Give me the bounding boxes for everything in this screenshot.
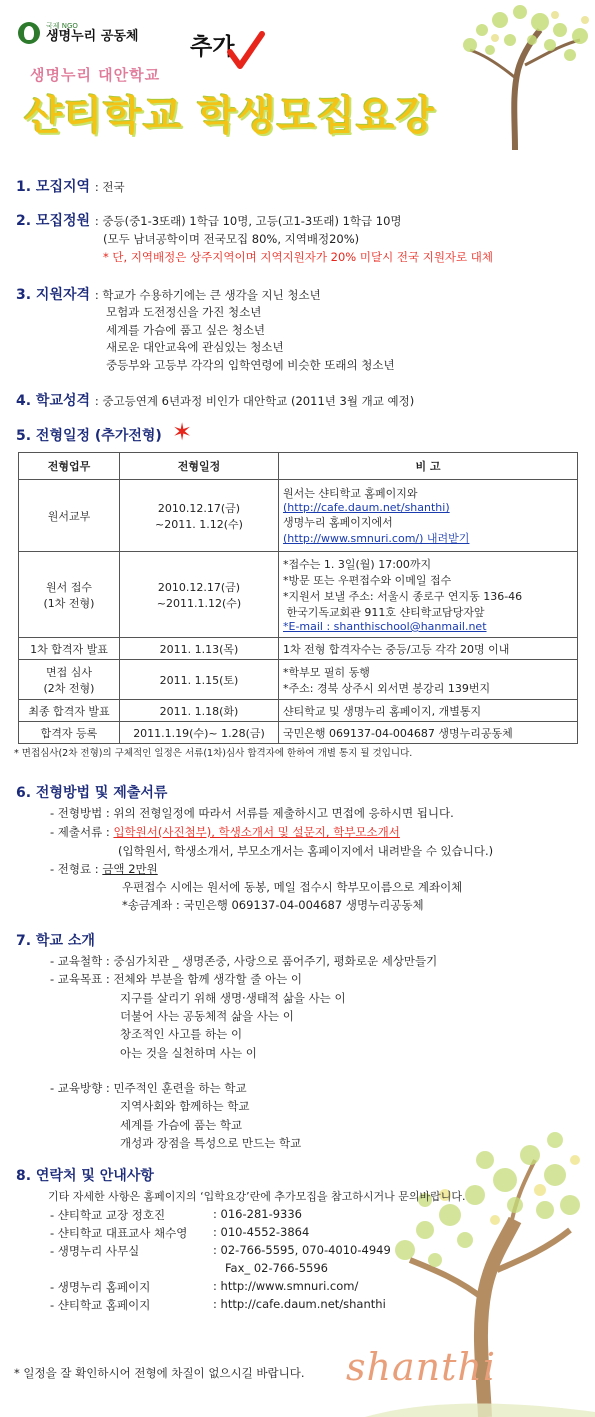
email-link[interactable]: *E-mail : shanthischool@hanmail.net [283,620,487,633]
table-cell-date: 2011. 1.18(화) [120,700,279,722]
section-3-heading [16,284,321,304]
table-header: 비 고 [279,453,578,480]
fee-detail: 우편접수 시에는 원서에 동봉, 메일 접수시 학부모이름으로 계좌이체 [122,880,463,894]
goal-item: 지구를 살리기 위해 생명·생태적 삶을 사는 이 [120,991,346,1005]
direction-item: 지역사회와 함께하는 학교 [120,1099,250,1113]
section-3-line: 모험과 도전정신을 가진 청소년 [106,305,262,319]
docs-line [50,824,400,840]
table-cell-note [279,552,578,638]
section-1-label: 1. 모집지역 [16,179,91,195]
section-3-line: 새로운 대안교육에 관심있는 청소년 [106,340,284,354]
goal-item: 창조적인 사고를 하는 이 [120,1027,243,1041]
note-line: 한국기독교회관 911호 샨티학교담당자앞 [283,606,485,619]
logo-tree-icon [18,22,40,44]
note-line: *학부모 필히 동행 [283,665,370,679]
table-cell-note [279,660,578,700]
direction-item: 민주적인 훈련을 하는 학교 [113,1081,247,1095]
section-3-label: 3. 지원자격 [16,287,91,303]
direction-item: 세계를 가슴에 품는 학교 [120,1118,243,1132]
section-2-line: : 중등(중1-3또래) 1학급 10명, 고등(고1-3또래) 1학급 10명 [94,214,402,228]
goals-label: - 교육목표 : [50,972,110,986]
docs-label: - 제출서류 : [50,825,110,839]
section-4-heading [16,390,414,410]
contact-value: Fax_ 02-766-5596 [225,1261,328,1275]
schedule-table [18,452,578,744]
section-4-value: : 중고등연계 6년과정 비인가 대안학교 (2011년 3월 개교 예정) [94,394,415,408]
shanthi-signature: shanthi [346,1345,497,1389]
note-line: 생명누리 홈페이지에서 [283,516,393,529]
note-line: *방문 또는 우편접수와 이메일 접수 [283,574,452,587]
table-cell-note: 1차 전형 합격자수는 중등/고등 각각 20명 이내 [279,638,578,660]
contact-name: - 생명누리 사무실 [50,1244,140,1258]
note-line: *접수는 1. 3일(월) 17:00까지 [283,558,432,571]
note-line: *지원서 보낼 주소: 서울시 종로구 연지동 136-46 [283,590,523,603]
section-1-value: : 전국 [94,180,125,194]
section-8-heading: 8. 연락처 및 안내사항 [16,1168,154,1184]
table-cell-task: 면접 심사 (2차 전형) [19,660,120,700]
fee-label: - 전형료 : [50,862,99,876]
table-row [19,480,578,552]
table-cell-date: 2011. 1.13(목) [120,638,279,660]
section-3-line: : 학교가 수용하기에는 큰 생각을 지닌 청소년 [94,288,321,302]
section-2-line: (모두 남녀공학이며 전국모집 80%, 지역배정20%) [103,232,360,246]
table-header: 전형업무 [19,453,120,480]
contact-name: - 샨티학교 교장 정호진 [50,1208,166,1222]
note-line: 원서는 샨티학교 홈페이지와 [283,487,418,500]
section-2-heading [16,210,402,230]
direction-label: - 교육방향 : [50,1081,110,1095]
table-cell-task: 원서 접수 (1차 전형) [19,552,120,638]
contact-value: : 02-766-5595, 070-4010-4949 [213,1243,391,1257]
table-cell-date: 2010.12.17(금) ~2011.1.12(수) [120,552,279,638]
table-footnote: * 면접심사(2차 전형)의 구체적인 일정은 서류(1차)심사 합격자에 한하여 개별 통지 될 것입니다. [14,748,413,759]
table-row [19,552,578,638]
tree-top-right-illustration [420,0,595,150]
subtitle: 생명누리 대안학교 [30,66,161,84]
cafe-homepage-link[interactable]: : http://cafe.daum.net/shanthi [213,1297,386,1311]
contact-intro: 기타 자세한 사항은 홈페이지의 ‘입학요강’란에 추가모집을 참고하시거나 문의바랍니다. [48,1190,466,1203]
section-5-heading: 5. 전형일정 (추가전형) [16,428,162,444]
contact-name: - 샨티학교 대표교사 채수영 [50,1226,188,1240]
direction-item: 개성과 장점을 특성으로 만드는 학교 [120,1136,302,1150]
docs-required: 입학원서(사진첨부), 학생소개서 및 설문지, 학부모소개서 [113,825,400,839]
fee-detail: *송금계좌 : 국민은행 069137-04-004687 생명누리공동체 [122,898,424,912]
page-title: 샨티학교 학생모집요강 [24,93,436,139]
table-cell-task: 원서교부 [19,480,120,552]
homepage-link[interactable]: : http://www.smnuri.com/ [213,1279,359,1293]
section-2-label: 2. 모집정원 [16,213,91,229]
logo [18,22,138,44]
goal-item: 아는 것을 실천하며 사는 이 [120,1046,257,1060]
table-cell-task: 합격자 등록 [19,722,120,744]
method-line: - 전형방법 : 위의 전형일정에 따라서 서류를 제출하시고 면접에 응하시면 됩니다. [50,806,454,820]
section-4-label: 4. 학교성격 [16,393,91,409]
goals-line [50,971,302,987]
table-cell-note: 샨티학교 및 생명누리 홈페이지, 개별통지 [279,700,578,722]
table-cell-task: 1차 합격자 발표 [19,638,120,660]
table-cell-note [279,480,578,552]
table-row [19,638,578,660]
section-3-line: 세계를 가슴에 품고 싶은 청소년 [106,323,266,337]
logo-name: 생명누리 공동체 [46,29,139,44]
table-row [19,722,578,744]
table-cell-date: 2010.12.17(금) ~2011. 1.12(수) [120,480,279,552]
logo-small-text: 국제 NGO [46,22,78,30]
footer-note: * 일정을 잘 확인하시어 전형에 차질이 없으시길 바랍니다. [14,1366,305,1380]
table-cell-date: 2011. 1.15(토) [120,660,279,700]
section-7-heading: 7. 학교 소개 [16,933,95,949]
section-2-note: * 단, 지역배정은 상주지역이며 지역지원자가 20% 미달시 전국 지원자로 대체 [103,250,494,264]
table-header-row [19,453,578,480]
checkmark-icon [226,30,266,72]
table-cell-note: 국민은행 069137-04-004687 생명누리공동체 [279,722,578,744]
goal-item: 전체와 부분을 함께 생각할 줄 아는 이 [113,972,303,986]
smnuri-link[interactable]: (http://www.smnuri.com/) 내려받기 [283,532,470,545]
section-6-heading: 6. 전형방법 및 제출서류 [16,785,168,801]
contact-value: : 016-281-9336 [213,1207,302,1221]
star-icon: ✶ [172,418,193,446]
addition-label: 추가 [190,34,235,60]
table-cell-task: 최종 합격자 발표 [19,700,120,722]
note-line: *주소: 경북 상주시 외서면 봉강리 139번지 [283,681,491,695]
table-header: 전형일정 [120,453,279,480]
philosophy-line: - 교육철학 : 중심가치관 _ 생명존중, 사랑으로 품어주기, 평화로운 세상만들기 [50,954,438,968]
cafe-link[interactable]: (http://cafe.daum.net/shanthi) [283,501,450,514]
table-row [19,660,578,700]
table-row [19,700,578,722]
section-1-heading [16,176,125,196]
table-cell-date: 2011.1.19(수)~ 1.28(금) [120,722,279,744]
contact-name: - 생명누리 홈페이지 [50,1280,151,1294]
section-3-line: 중등부와 고등부 각각의 입학연령에 비슷한 또래의 청소년 [106,358,395,372]
contact-name: - 샨티학교 홈페이지 [50,1298,151,1312]
fee-line [50,861,158,877]
fee-value: 금액 2만원 [102,862,158,876]
docs-note: (입학원서, 학생소개서, 부모소개서는 홈페이지에서 내려받을 수 있습니다.) [118,844,494,858]
contact-value: : 010-4552-3864 [213,1225,310,1239]
goal-item: 더불어 사는 공동체적 삶을 사는 이 [120,1009,294,1023]
direction-line [50,1080,247,1096]
